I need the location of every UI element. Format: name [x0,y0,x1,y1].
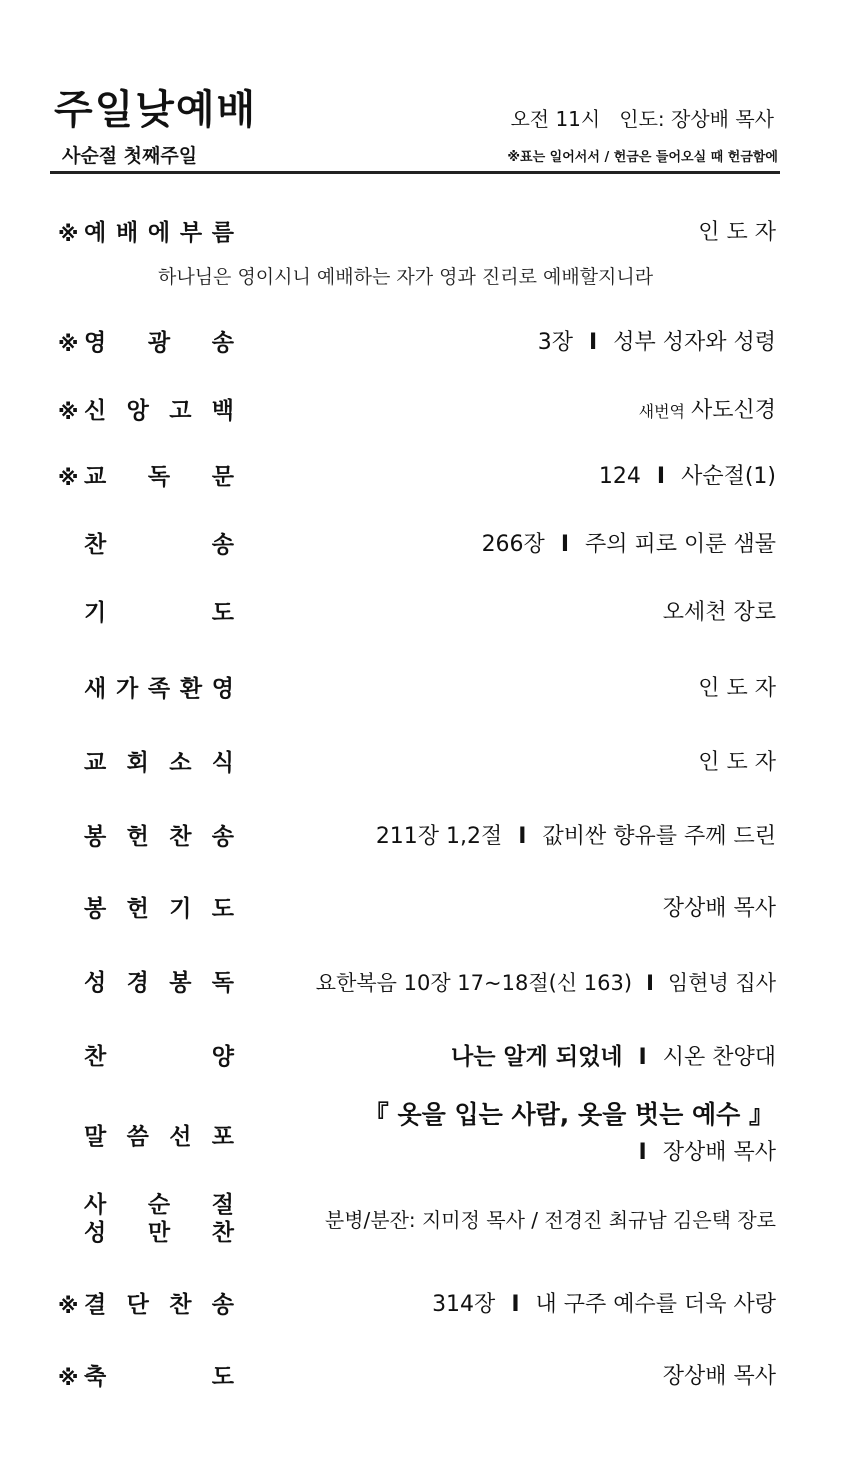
order-item-gloria [0,322,860,366]
page-title: 주일낮예배 [54,87,258,133]
item-value: 인 도 자 [698,676,776,701]
stand-mark: ※ [58,1294,79,1318]
order-item-commitment-hymn [0,1284,860,1328]
item-value: 인 도 자 [698,220,776,245]
item-label: 말 씀 선 포 [84,1124,234,1150]
order-item-choir-anthem [0,1036,860,1080]
item-label: 축 도 [84,1364,234,1390]
item-value: 266장 I 주의 피로 이룬 샘물 [481,532,776,557]
item-value: 분병/분잔: 지미정 목사 / 전경진 최규남 김은택 장로 [324,1208,776,1232]
item-label: 예 배 에 부 름 [84,220,234,246]
sermon-preacher: I 장상배 목사 [638,1140,776,1165]
item-label-line2: 성 만 찬 [84,1220,234,1246]
stand-mark: ※ [58,222,79,246]
item-label: 봉 헌 찬 송 [84,824,234,850]
item-label: 찬 양 [84,1044,234,1070]
item-label-line1: 사 순 절 [84,1192,234,1218]
item-label: 봉 헌 기 도 [84,896,234,922]
item-value: 인 도 자 [698,750,776,775]
order-item-creed [0,390,860,434]
stand-mark: ※ [58,466,79,490]
item-label: 기 도 [84,600,234,626]
order-item-newcomer-welcome [0,668,860,712]
order-item-scripture-reading [0,962,860,1006]
standing-note: ※표는 일어서서 / 헌금은 들어오실 때 헌금함에 [507,150,778,165]
item-value: 314장 I 내 구주 예수를 더욱 사랑 [432,1292,776,1317]
item-label: 결 단 찬 송 [84,1292,234,1318]
stand-mark: ※ [58,332,79,356]
item-value: 장상배 목사 [662,1364,776,1389]
item-label: 찬 송 [84,532,234,558]
item-label: 교 독 문 [84,464,234,490]
order-item-responsive-reading [0,456,860,500]
item-label: 새 가 족 환 영 [84,676,234,702]
item-value: 오세천 장로 [662,600,776,625]
item-label: 영 광 송 [84,330,234,356]
order-item-offertory-prayer [0,888,860,932]
order-item-prayer [0,592,860,636]
order-item-hymn [0,524,860,568]
order-item-call-to-worship [0,212,860,256]
order-item-announcements [0,742,860,786]
header-divider [50,171,780,174]
item-value: 새번역 사도신경 [638,398,776,423]
item-label: 교 회 소 식 [84,750,234,776]
stand-mark: ※ [58,400,79,424]
subtitle: 사순절 첫째주일 [62,145,198,167]
item-value: 나는 알게 되었네 I 시온 찬양대 [451,1044,776,1070]
stand-mark: ※ [58,1366,79,1390]
item-value: 요한복음 10장 17~18절(신 163) I 임현녕 집사 [315,971,776,995]
item-value: 124 I 사순절(1) [598,464,776,489]
item-label: 성 경 봉 독 [84,970,234,996]
item-value: 3장 I 성부 성자와 성령 [537,330,776,355]
order-item-offertory-hymn [0,816,860,860]
item-value: 211장 1,2절 I 값비싼 향유를 주께 드린 [375,824,776,849]
service-time-leader: 오전 11시 인도: 장상배 목사 [510,107,774,131]
order-item-benediction [0,1356,860,1400]
sermon-title: 『 옷을 입는 사람, 옷을 벗는 예수 』 [363,1100,774,1129]
scripture-verse: 하나님은 영이시니 예배하는 자가 영과 진리로 예배할지니라 [158,266,654,288]
item-value: 장상배 목사 [662,896,776,921]
item-label: 신 앙 고 백 [84,398,234,424]
